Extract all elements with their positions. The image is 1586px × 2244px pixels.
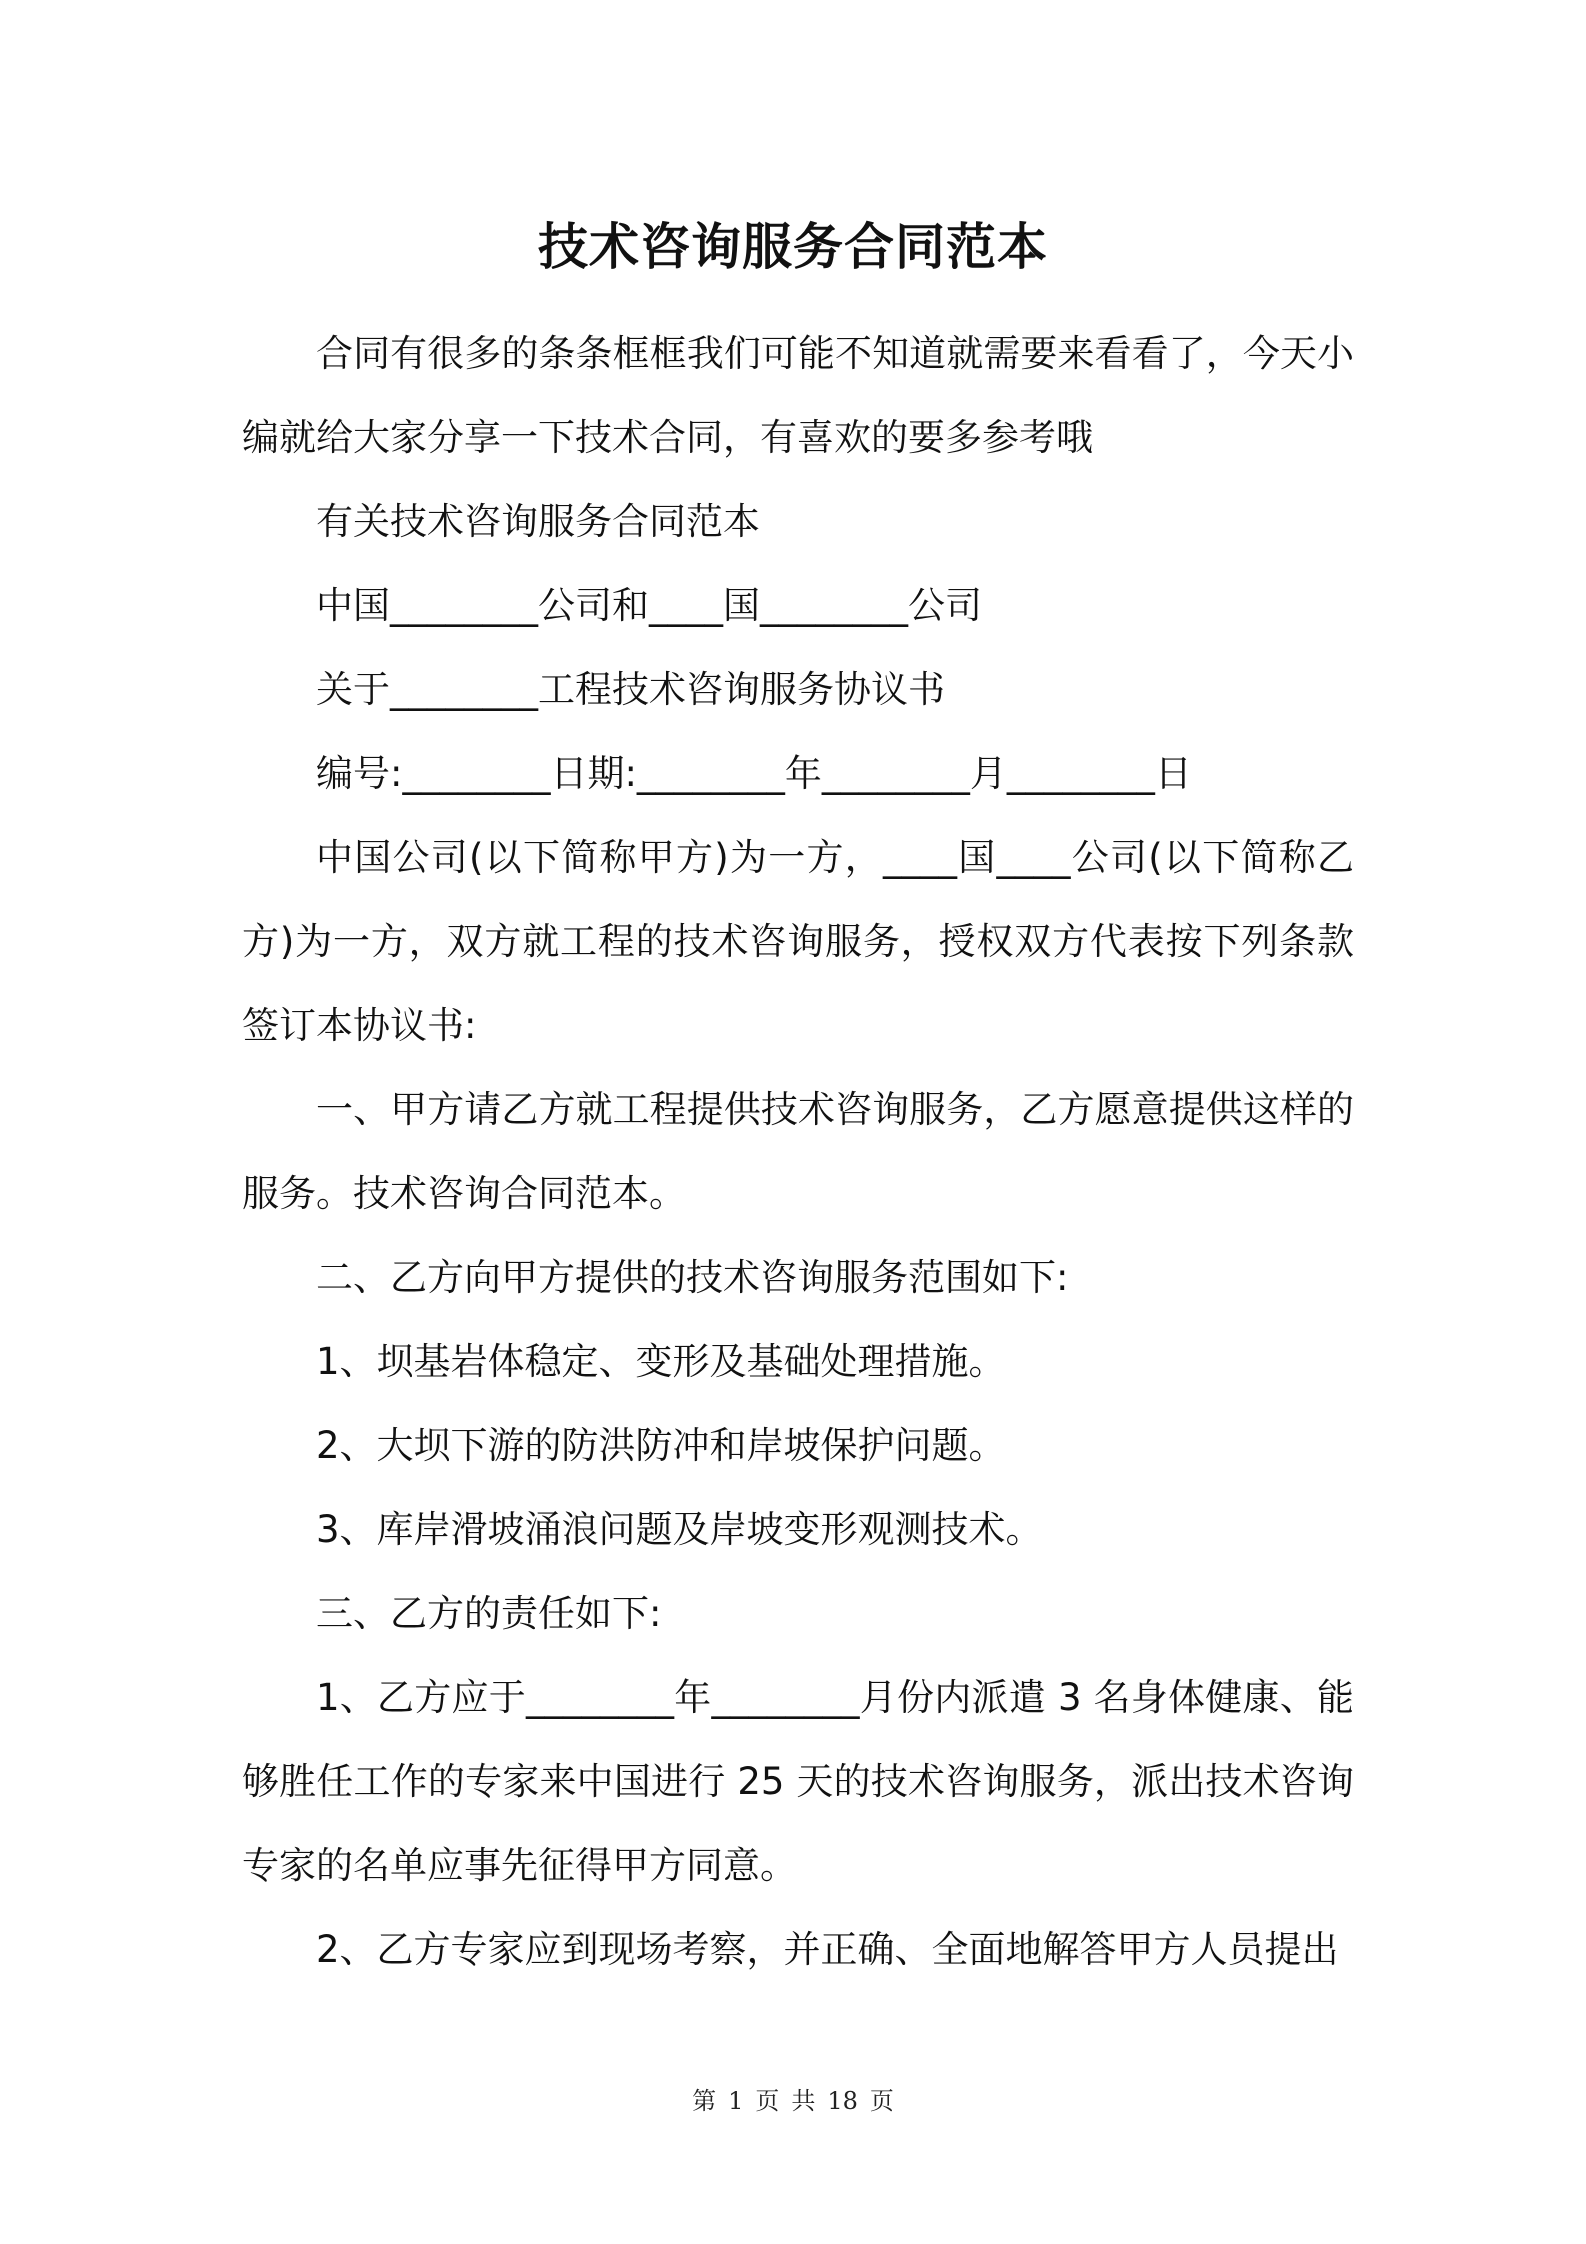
clause-2-item-2: 2、大坝下游的防洪防冲和岸坡保护问题。: [316, 1424, 1006, 1467]
footer-label-page: 第: [692, 2087, 717, 2115]
footer-label-total: 共: [791, 2087, 816, 2115]
clause-3-item-1: 1、乙方应于________年________月份内派遣 3 名身体健康、能够胜任工作的专家来中国进行 25 天的技术咨询服务，派出技术咨询专家的名单应事先征得甲方同意。: [242, 1676, 1354, 1887]
clause-3-item-2: 2、乙方专家应到现场考察，并正确、全面地解答甲方人员提出: [316, 1928, 1339, 1971]
clause-2-item-3: 3、库岸滑坡涌浪问题及岸坡变形观测技术。: [316, 1508, 1043, 1551]
clause-1: 一、甲方请乙方就工程提供技术咨询服务，乙方愿意提供这样的服务。技术咨询合同范本。: [242, 1088, 1354, 1215]
intro-paragraph: 合同有很多的条条框框我们可能不知道就需要来看看了，今天小编就给大家分享一下技术合同，有喜欢的要多参考哦: [242, 332, 1354, 459]
clause-2-heading: 二、乙方向甲方提供的技术咨询服务范围如下:: [316, 1256, 1069, 1299]
clause-2-item-1: 1、坝基岩体稳定、变形及基础处理措施。: [316, 1340, 1006, 1383]
clause-3-heading: 三、乙方的责任如下:: [316, 1592, 662, 1635]
footer-label-total-unit: 页: [869, 2087, 894, 2115]
page-footer: [0, 2084, 1586, 2118]
preamble-paragraph: 中国公司(以下简称甲方)为一方，____国____公司(以下简称乙方)为一方，双方就工程的技术咨询服务，授权双方代表按下列条款签订本协议书:: [242, 836, 1354, 1047]
number-date-line: 编号:________日期:________年________月________日: [316, 752, 1192, 795]
document-body: [242, 312, 1354, 1992]
document-title: 技术咨询服务合同范本: [538, 218, 1048, 276]
footer-current-page: 1: [728, 2087, 744, 2115]
contract-heading: 有关技术咨询服务合同范本: [316, 500, 760, 543]
footer-total-pages: 18: [827, 2087, 858, 2115]
agreement-subject-line: 关于________工程技术咨询服务协议书: [316, 668, 945, 711]
footer-label-page-unit: 页: [755, 2087, 780, 2115]
parties-line: 中国________公司和____国________公司: [316, 584, 982, 627]
